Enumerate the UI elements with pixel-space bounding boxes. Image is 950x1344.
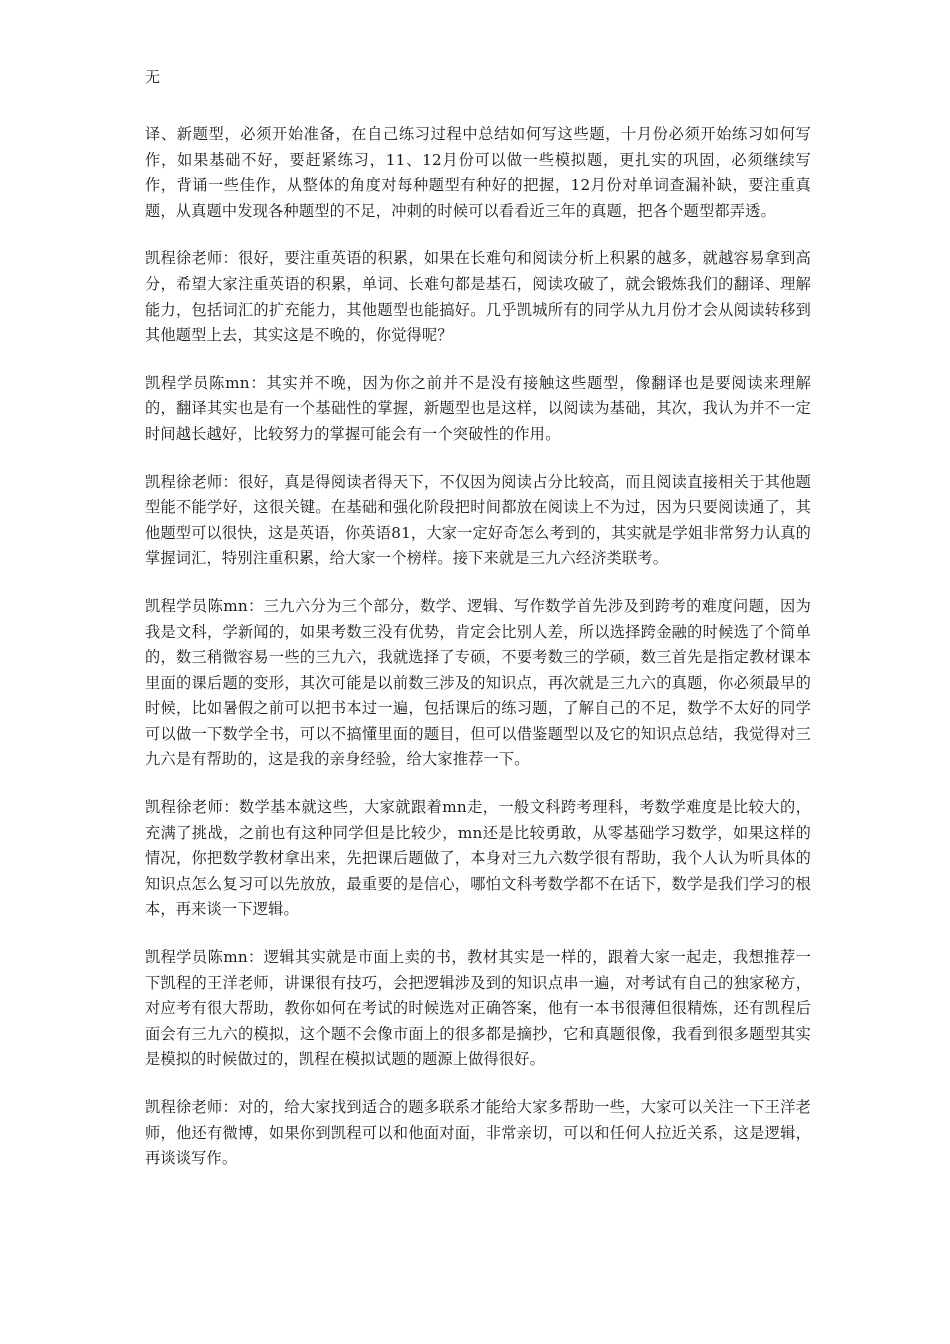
paragraph-3: 凯程学员陈mn：其实并不晚，因为你之前并不是没有接触这些题型，像翻译也是要阅读来理解的，翻译其实也是有一个基础性的掌握，新题型也是这样，以阅读为基础，其次，我认为并不一定时间越长越好，比较努力的掌握可能会有一个突破性的作用。 [145,373,811,443]
paragraph-6: 凯程徐老师：数学基本就这些，大家就跟着mn走，一般文科跨考理科，考数学难度是比较大的，充满了挑战，之前也有这种同学但是比较少，mn还是比较勇敢，从零基础学习数学，如果这样的情况，你把数学教材拿出来，先把课后题做了，本身对三九六数学很有帮助，我个人认为听具体的知识点怎么复习可以先放放，最重要的是信心，哪怕文科考数学都不在话下，数学是我们学习的根本，再来谈一下逻辑。 [145,798,811,919]
document-body [145,122,811,1194]
paragraph-7: 凯程学员陈mn：逻辑其实就是市面上卖的书，教材其实是一样的，跟着大家一起走，我想推荐一下凯程的王洋老师，讲课很有技巧，会把逻辑涉及到的知识点串一遍，对考试有自己的独家秘方，对应考有很大帮助，教你如何在考试的时候选对正确答案，他有一本书很薄但很精炼，还有凯程后面会有三九六的模拟，这个题不会像市面上的很多都是摘抄，它和真题很像，我看到很多题型其实是模拟的时候做过的，凯程在模拟试题的题源上做得很好。 [145,948,811,1069]
paragraph-4: 凯程徐老师：很好，真是得阅读者得天下，不仅因为阅读占分比较高，而且阅读直接相关于其他题型能不能学好，这很关键。在基础和强化阶段把时间都放在阅读上不为过，因为只要阅读通了，其他题型可以很快，这是英语，你英语81，大家一定好奇怎么考到的，其实就是学姐非常努力认真的掌握词汇，特别注重积累，给大家一个榜样。接下来就是三九六经济类联考。 [145,472,812,568]
header-text: 无 [145,68,161,86]
paragraph-8: 凯程徐老师：对的，给大家找到适合的题多联系才能给大家多帮助一些，大家可以关注一下王洋老师，他还有微博，如果你到凯程可以和他面对面，非常亲切，可以和任何人拉近关系，这是逻辑，再谈谈写作。 [145,1098,811,1168]
paragraph-1: 译、新题型，必须开始准备，在自己练习过程中总结如何写这些题，十月份必须开始练习如何写作，如果基础不好，要赶紧练习，11、12月份可以做一些模拟题，更扎实的巩固，必须继续写作，背诵一些佳作，从整体的角度对每种题型有种好的把握，12月份对单词查漏补缺，要注重真题，从真题中发现各种题型的不足，冲刺的时候可以看看近三年的真题，把各个题型都弄透。 [145,125,811,220]
paragraph-5: 凯程学员陈mn：三九六分为三个部分，数学、逻辑、写作数学首先涉及到跨考的难度问题，因为我是文科，学新闻的，如果考数三没有优势，肯定会比别人差，所以选择跨金融的时候选了个简单的，数三稍微容易一些的三九六，我就选择了专硕，不要考数三的学硕，数三首先是指定教材课本里面的课后题的变形，其次可能是以前数三涉及的知识点，再次就是三九六的真题，你必须最早的时候，比如暑假之前可以把书本过一遍，包括课后的练习题，了解自己的不足，数学不太好的同学可以做一下数学全书，可以不搞懂里面的题目，但可以借鉴题型以及它的知识点总结，我觉得对三九六是有帮助的，这是我的亲身经验，给大家推荐一下。 [145,596,811,769]
paragraph-2: 凯程徐老师：很好，要注重英语的积累，如果在长难句和阅读分析上积累的越多，就越容易拿到高分，希望大家注重英语的积累，单词、长难句都是基石，阅读攻破了，就会锻炼我们的翻译、理解能力，包括词汇的扩充能力，其他题型也能搞好。几乎凯城所有的同学从九月份才会从阅读转移到其他题型上去，其实这是不晚的，你觉得呢？ [145,249,811,345]
